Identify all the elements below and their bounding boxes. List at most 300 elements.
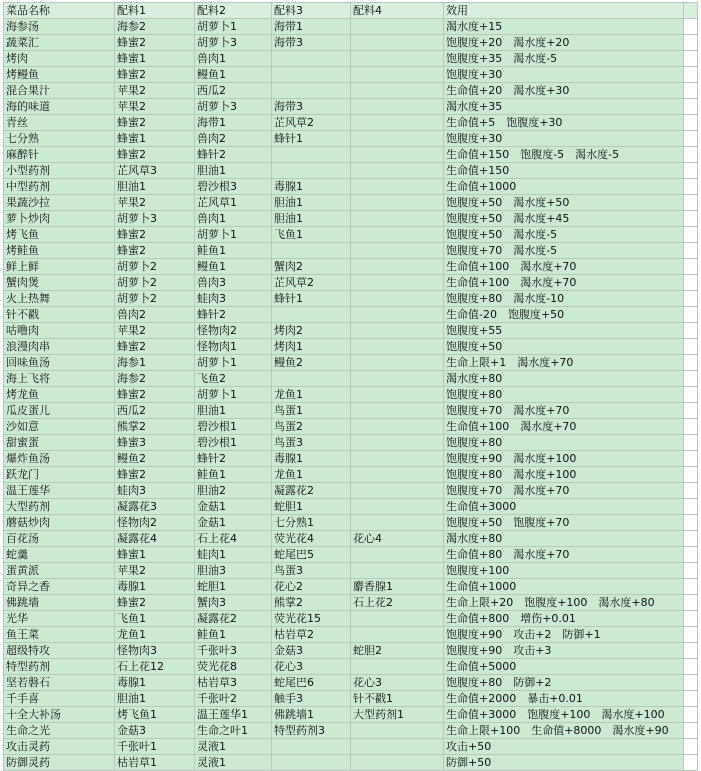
header-cell[interactable]: 配料2 bbox=[195, 3, 272, 19]
dish-name-cell[interactable]: 混合果汁 bbox=[4, 83, 115, 99]
ingredient-3-cell[interactable] bbox=[272, 371, 351, 387]
ingredient-3-cell[interactable]: 熊掌2 bbox=[272, 595, 351, 611]
ingredient-2-cell[interactable]: 生命之叶1 bbox=[195, 723, 272, 739]
ingredient-1-cell[interactable]: 蜂蜜2 bbox=[115, 67, 195, 83]
ingredient-1-cell[interactable]: 胡萝卜3 bbox=[115, 211, 195, 227]
effect-cell[interactable]: 渴水度+35 bbox=[444, 99, 684, 115]
dish-name-cell[interactable]: 七分熟 bbox=[4, 131, 115, 147]
effect-cell[interactable]: 生命上限+20 饱腹度+100 渴水度+80 bbox=[444, 595, 684, 611]
ingredient-4-cell[interactable]: 花心3 bbox=[351, 675, 444, 691]
ingredient-3-cell[interactable]: 鸟蛋2 bbox=[272, 419, 351, 435]
ingredient-2-cell[interactable]: 兽肉3 bbox=[195, 275, 272, 291]
dish-name-cell[interactable]: 十全大补汤 bbox=[4, 707, 115, 723]
dish-name-cell[interactable]: 爆炸鱼汤 bbox=[4, 451, 115, 467]
dish-name-cell[interactable]: 浪漫肉串 bbox=[4, 339, 115, 355]
ingredient-3-cell[interactable]: 毒腺1 bbox=[272, 451, 351, 467]
effect-cell[interactable]: 饱腹度+80 渴水度+100 bbox=[444, 467, 684, 483]
effect-cell[interactable]: 防御+50 bbox=[444, 755, 684, 771]
ingredient-4-cell[interactable] bbox=[351, 659, 444, 675]
ingredient-1-cell[interactable]: 胡萝卜2 bbox=[115, 275, 195, 291]
ingredient-4-cell[interactable] bbox=[351, 563, 444, 579]
ingredient-1-cell[interactable]: 胡萝卜2 bbox=[115, 291, 195, 307]
ingredient-1-cell[interactable]: 蜂蜜2 bbox=[115, 227, 195, 243]
effect-cell[interactable]: 生命值+80 渴水度+70 bbox=[444, 547, 684, 563]
effect-cell[interactable]: 饱腹度+70 渴水度+70 bbox=[444, 483, 684, 499]
table-row bbox=[4, 643, 698, 659]
ingredient-1-cell[interactable]: 毒腺1 bbox=[115, 579, 195, 595]
ingredient-4-cell[interactable] bbox=[351, 131, 444, 147]
spacer-cell bbox=[684, 99, 698, 115]
ingredient-2-cell[interactable]: 兽肉1 bbox=[195, 211, 272, 227]
dish-name-cell[interactable]: 烤龙鱼 bbox=[4, 387, 115, 403]
dish-name-cell[interactable]: 大型药剂 bbox=[4, 499, 115, 515]
header-cell[interactable]: 配料4 bbox=[351, 3, 444, 19]
ingredient-4-cell[interactable] bbox=[351, 147, 444, 163]
dish-name-cell[interactable]: 海参汤 bbox=[4, 19, 115, 35]
ingredient-2-cell[interactable]: 千张叶2 bbox=[195, 691, 272, 707]
ingredient-3-cell[interactable]: 蛇尾巴5 bbox=[272, 547, 351, 563]
ingredient-4-cell[interactable] bbox=[351, 355, 444, 371]
effect-cell[interactable]: 生命值+1000 bbox=[444, 179, 684, 195]
ingredient-4-cell[interactable] bbox=[351, 243, 444, 259]
ingredient-2-cell[interactable]: 温王莲华1 bbox=[195, 707, 272, 723]
ingredient-3-cell[interactable]: 鸟蛋3 bbox=[272, 435, 351, 451]
ingredient-2-cell[interactable]: 胡萝卜1 bbox=[195, 355, 272, 371]
effect-cell[interactable]: 饱腹度+90 攻击+3 bbox=[444, 643, 684, 659]
ingredient-3-cell[interactable]: 海带1 bbox=[272, 19, 351, 35]
dish-name-cell[interactable]: 千手喜 bbox=[4, 691, 115, 707]
effect-cell[interactable]: 生命值+3000 饱腹度+100 渴水度+100 bbox=[444, 707, 684, 723]
effect-cell[interactable]: 饱腹度+80 防御+2 bbox=[444, 675, 684, 691]
ingredient-2-cell[interactable]: 兽肉1 bbox=[195, 51, 272, 67]
ingredient-2-cell[interactable]: 蛇胆1 bbox=[195, 579, 272, 595]
ingredient-3-cell[interactable]: 胆油1 bbox=[272, 211, 351, 227]
ingredient-2-cell[interactable]: 鲑鱼1 bbox=[195, 627, 272, 643]
ingredient-2-cell[interactable]: 胆油2 bbox=[195, 483, 272, 499]
ingredient-1-cell[interactable]: 苹果2 bbox=[115, 323, 195, 339]
ingredient-1-cell[interactable]: 蜂蜜1 bbox=[115, 131, 195, 147]
ingredient-3-cell[interactable]: 毒腺1 bbox=[272, 179, 351, 195]
effect-cell[interactable]: 饱腹度+70 渴水度+70 bbox=[444, 403, 684, 419]
dish-name-cell[interactable]: 超级特攻 bbox=[4, 643, 115, 659]
ingredient-3-cell[interactable]: 飞鱼1 bbox=[272, 227, 351, 243]
effect-cell[interactable]: 饱腹度+55 bbox=[444, 323, 684, 339]
ingredient-3-cell[interactable]: 胆油1 bbox=[272, 195, 351, 211]
ingredient-1-cell[interactable]: 蜂蜜1 bbox=[115, 51, 195, 67]
dish-name-cell[interactable]: 中型药剂 bbox=[4, 179, 115, 195]
dish-name-cell[interactable]: 佛跳墙 bbox=[4, 595, 115, 611]
ingredient-4-cell[interactable] bbox=[351, 419, 444, 435]
ingredient-1-cell[interactable]: 海参2 bbox=[115, 19, 195, 35]
effect-cell[interactable]: 饱腹度+80 bbox=[444, 435, 684, 451]
dish-name-cell[interactable]: 蛇羹 bbox=[4, 547, 115, 563]
ingredient-3-cell[interactable]: 七分熟1 bbox=[272, 515, 351, 531]
effect-cell[interactable]: 饱腹度+70 渴水度-5 bbox=[444, 243, 684, 259]
ingredient-4-cell[interactable] bbox=[351, 371, 444, 387]
ingredient-3-cell[interactable]: 芷风草2 bbox=[272, 115, 351, 131]
effect-cell[interactable]: 生命值+3000 bbox=[444, 499, 684, 515]
dish-name-cell[interactable]: 生命之光 bbox=[4, 723, 115, 739]
ingredient-2-cell[interactable]: 胡萝卜1 bbox=[195, 387, 272, 403]
dish-name-cell[interactable]: 果蔬沙拉 bbox=[4, 195, 115, 211]
ingredient-1-cell[interactable]: 西瓜2 bbox=[115, 403, 195, 419]
effect-cell[interactable]: 饱腹度+20 渴水度+20 bbox=[444, 35, 684, 51]
spacer-cell bbox=[684, 467, 698, 483]
ingredient-3-cell[interactable]: 烤肉2 bbox=[272, 323, 351, 339]
ingredient-3-cell[interactable]: 金菇3 bbox=[272, 643, 351, 659]
ingredient-4-cell[interactable] bbox=[351, 403, 444, 419]
ingredient-4-cell[interactable]: 大型药剂1 bbox=[351, 707, 444, 723]
ingredient-3-cell[interactable] bbox=[272, 755, 351, 771]
effect-cell[interactable]: 生命值+20 渴水度+30 bbox=[444, 83, 684, 99]
ingredient-2-cell[interactable]: 胡萝卜1 bbox=[195, 19, 272, 35]
table-row bbox=[4, 195, 698, 211]
ingredient-2-cell[interactable]: 胆油1 bbox=[195, 403, 272, 419]
ingredient-2-cell[interactable]: 怪物肉2 bbox=[195, 323, 272, 339]
ingredient-2-cell[interactable]: 蛙肉3 bbox=[195, 291, 272, 307]
ingredient-2-cell[interactable]: 胆油1 bbox=[195, 163, 272, 179]
ingredient-3-cell[interactable]: 鸟蛋3 bbox=[272, 563, 351, 579]
ingredient-2-cell[interactable]: 碧沙根3 bbox=[195, 179, 272, 195]
ingredient-3-cell[interactable]: 蜂针1 bbox=[272, 291, 351, 307]
ingredient-3-cell[interactable]: 特型药剂3 bbox=[272, 723, 351, 739]
ingredient-2-cell[interactable]: 海带1 bbox=[195, 115, 272, 131]
ingredient-2-cell[interactable]: 金菇1 bbox=[195, 499, 272, 515]
dish-name-cell[interactable]: 甜蜜蛋 bbox=[4, 435, 115, 451]
table-row bbox=[4, 275, 698, 291]
dish-name-cell[interactable]: 瓜皮蛋儿 bbox=[4, 403, 115, 419]
ingredient-1-cell[interactable]: 胆油1 bbox=[115, 691, 195, 707]
dish-name-cell[interactable]: 烤飞鱼 bbox=[4, 227, 115, 243]
dish-name-cell[interactable]: 烤鳗鱼 bbox=[4, 67, 115, 83]
ingredient-4-cell[interactable] bbox=[351, 275, 444, 291]
dish-name-cell[interactable]: 海上飞将 bbox=[4, 371, 115, 387]
ingredient-3-cell[interactable]: 荧光花4 bbox=[272, 531, 351, 547]
ingredient-1-cell[interactable]: 烤飞鱼1 bbox=[115, 707, 195, 723]
ingredient-4-cell[interactable] bbox=[351, 51, 444, 67]
ingredient-1-cell[interactable]: 金菇3 bbox=[115, 723, 195, 739]
dish-name-cell[interactable]: 蔬菜汇 bbox=[4, 35, 115, 51]
table-row bbox=[4, 307, 698, 323]
ingredient-1-cell[interactable]: 海参1 bbox=[115, 355, 195, 371]
ingredient-4-cell[interactable]: 花心4 bbox=[351, 531, 444, 547]
ingredient-1-cell[interactable]: 胡萝卜2 bbox=[115, 259, 195, 275]
ingredient-2-cell[interactable]: 芷风草1 bbox=[195, 195, 272, 211]
ingredient-1-cell[interactable]: 凝露花4 bbox=[115, 531, 195, 547]
ingredient-3-cell[interactable] bbox=[272, 147, 351, 163]
ingredient-1-cell[interactable]: 兽肉2 bbox=[115, 307, 195, 323]
ingredient-4-cell[interactable] bbox=[351, 227, 444, 243]
ingredient-2-cell[interactable]: 胡萝卜3 bbox=[195, 99, 272, 115]
ingredient-3-cell[interactable]: 烤肉1 bbox=[272, 339, 351, 355]
ingredient-3-cell[interactable] bbox=[272, 243, 351, 259]
spacer-cell bbox=[684, 355, 698, 371]
ingredient-4-cell[interactable] bbox=[351, 547, 444, 563]
dish-name-cell[interactable]: 坚若磐石 bbox=[4, 675, 115, 691]
ingredient-4-cell[interactable] bbox=[351, 323, 444, 339]
ingredient-4-cell[interactable] bbox=[351, 723, 444, 739]
dish-name-cell[interactable]: 百花汤 bbox=[4, 531, 115, 547]
dish-name-cell[interactable]: 跃龙门 bbox=[4, 467, 115, 483]
ingredient-4-cell[interactable] bbox=[351, 739, 444, 755]
ingredient-4-cell[interactable] bbox=[351, 611, 444, 627]
ingredient-1-cell[interactable]: 蜂蜜2 bbox=[115, 35, 195, 51]
ingredient-2-cell[interactable]: 千张叶3 bbox=[195, 643, 272, 659]
ingredient-2-cell[interactable]: 蟹肉3 bbox=[195, 595, 272, 611]
ingredient-2-cell[interactable]: 碧沙根1 bbox=[195, 435, 272, 451]
dish-name-cell[interactable]: 回味鱼汤 bbox=[4, 355, 115, 371]
effect-cell[interactable]: 攻击+50 bbox=[444, 739, 684, 755]
ingredient-4-cell[interactable] bbox=[351, 387, 444, 403]
ingredient-4-cell[interactable] bbox=[351, 115, 444, 131]
effect-cell[interactable]: 饱腹度+90 渴水度+100 bbox=[444, 451, 684, 467]
effect-cell[interactable]: 生命值-20 饱腹度+50 bbox=[444, 307, 684, 323]
ingredient-1-cell[interactable]: 苹果2 bbox=[115, 563, 195, 579]
table-row bbox=[4, 739, 698, 755]
ingredient-3-cell[interactable]: 荧光花15 bbox=[272, 611, 351, 627]
ingredient-3-cell[interactable]: 花心2 bbox=[272, 579, 351, 595]
ingredient-2-cell[interactable]: 鲑鱼1 bbox=[195, 467, 272, 483]
ingredient-4-cell[interactable] bbox=[351, 211, 444, 227]
effect-cell[interactable]: 生命值+100 渴水度+70 bbox=[444, 259, 684, 275]
ingredient-3-cell[interactable] bbox=[272, 51, 351, 67]
spacer-cell bbox=[684, 659, 698, 675]
effect-cell[interactable]: 生命上限+100 生命值+8000 渴水度+90 bbox=[444, 723, 684, 739]
effect-cell[interactable]: 渴水度+80 bbox=[444, 371, 684, 387]
effect-cell[interactable]: 饱腹度+50 bbox=[444, 339, 684, 355]
header-cell[interactable]: 效用 bbox=[444, 3, 684, 19]
ingredient-3-cell[interactable]: 蛇胆1 bbox=[272, 499, 351, 515]
ingredient-4-cell[interactable] bbox=[351, 435, 444, 451]
ingredient-3-cell[interactable]: 龙鱼1 bbox=[272, 467, 351, 483]
ingredient-4-cell[interactable] bbox=[351, 627, 444, 643]
ingredient-4-cell[interactable] bbox=[351, 67, 444, 83]
ingredient-4-cell[interactable] bbox=[351, 499, 444, 515]
ingredient-3-cell[interactable] bbox=[272, 307, 351, 323]
ingredient-1-cell[interactable]: 凝露花3 bbox=[115, 499, 195, 515]
ingredient-1-cell[interactable]: 蜂蜜2 bbox=[115, 339, 195, 355]
ingredient-1-cell[interactable]: 胆油1 bbox=[115, 179, 195, 195]
ingredient-1-cell[interactable]: 苹果2 bbox=[115, 83, 195, 99]
ingredient-1-cell[interactable]: 毒腺1 bbox=[115, 675, 195, 691]
dish-name-cell[interactable]: 沙如意 bbox=[4, 419, 115, 435]
ingredient-4-cell[interactable] bbox=[351, 35, 444, 51]
ingredient-1-cell[interactable]: 鳗鱼2 bbox=[115, 451, 195, 467]
dish-name-cell[interactable]: 针不戳 bbox=[4, 307, 115, 323]
ingredient-1-cell[interactable]: 蜂蜜2 bbox=[115, 387, 195, 403]
header-cell[interactable]: 菜品名称 bbox=[4, 3, 115, 19]
ingredient-2-cell[interactable]: 荧光花8 bbox=[195, 659, 272, 675]
effect-cell[interactable]: 饱腹度+35 渴水度-5 bbox=[444, 51, 684, 67]
spacer-cell bbox=[684, 675, 698, 691]
ingredient-2-cell[interactable]: 胡萝卜1 bbox=[195, 227, 272, 243]
ingredient-2-cell[interactable]: 飞鱼2 bbox=[195, 371, 272, 387]
effect-cell[interactable]: 饱腹度+50 渴水度+45 bbox=[444, 211, 684, 227]
ingredient-2-cell[interactable]: 枯岩草3 bbox=[195, 675, 272, 691]
ingredient-3-cell[interactable]: 蟹肉2 bbox=[272, 259, 351, 275]
ingredient-4-cell[interactable] bbox=[351, 483, 444, 499]
effect-cell[interactable]: 饱腹度+50 渴水度+50 bbox=[444, 195, 684, 211]
ingredient-1-cell[interactable]: 蜂蜜3 bbox=[115, 435, 195, 451]
ingredient-4-cell[interactable]: 蛇胆2 bbox=[351, 643, 444, 659]
ingredient-2-cell[interactable]: 碧沙根1 bbox=[195, 419, 272, 435]
ingredient-4-cell[interactable] bbox=[351, 195, 444, 211]
ingredient-2-cell[interactable]: 鳗鱼1 bbox=[195, 67, 272, 83]
ingredient-4-cell[interactable] bbox=[351, 451, 444, 467]
dish-name-cell[interactable]: 蟹肉煲 bbox=[4, 275, 115, 291]
effect-cell[interactable]: 饱腹度+50 饱腹度+70 bbox=[444, 515, 684, 531]
ingredient-1-cell[interactable]: 海参2 bbox=[115, 371, 195, 387]
ingredient-1-cell[interactable]: 怪物肉3 bbox=[115, 643, 195, 659]
effect-cell[interactable]: 渴水度+15 bbox=[444, 19, 684, 35]
effect-cell[interactable]: 饱腹度+80 bbox=[444, 387, 684, 403]
ingredient-3-cell[interactable]: 海带3 bbox=[272, 35, 351, 51]
ingredient-2-cell[interactable]: 蜂针2 bbox=[195, 147, 272, 163]
effect-cell[interactable]: 生命值+100 渴水度+70 bbox=[444, 419, 684, 435]
ingredient-4-cell[interactable] bbox=[351, 19, 444, 35]
effect-cell[interactable]: 饱腹度+30 bbox=[444, 67, 684, 83]
dish-name-cell[interactable]: 烤鲑鱼 bbox=[4, 243, 115, 259]
ingredient-3-cell[interactable]: 鳗鱼2 bbox=[272, 355, 351, 371]
ingredient-4-cell[interactable] bbox=[351, 163, 444, 179]
ingredient-1-cell[interactable]: 蜂蜜2 bbox=[115, 115, 195, 131]
effect-cell[interactable]: 生命值+1000 bbox=[444, 579, 684, 595]
header-cell[interactable]: 配料3 bbox=[272, 3, 351, 19]
ingredient-2-cell[interactable]: 灵液1 bbox=[195, 755, 272, 771]
ingredient-3-cell[interactable]: 枯岩草2 bbox=[272, 627, 351, 643]
ingredient-2-cell[interactable]: 凝露花2 bbox=[195, 611, 272, 627]
ingredient-1-cell[interactable]: 龙鱼1 bbox=[115, 627, 195, 643]
effect-cell[interactable]: 饱腹度+30 bbox=[444, 131, 684, 147]
ingredient-2-cell[interactable]: 胆油3 bbox=[195, 563, 272, 579]
dish-name-cell[interactable]: 咕噜肉 bbox=[4, 323, 115, 339]
effect-cell[interactable]: 生命值+2000 暴击+0.01 bbox=[444, 691, 684, 707]
ingredient-3-cell[interactable] bbox=[272, 163, 351, 179]
dish-name-cell[interactable]: 特型药剂 bbox=[4, 659, 115, 675]
dish-name-cell[interactable]: 小型药剂 bbox=[4, 163, 115, 179]
dish-name-cell[interactable]: 防御灵药 bbox=[4, 755, 115, 771]
ingredient-4-cell[interactable] bbox=[351, 307, 444, 323]
ingredient-1-cell[interactable]: 怪物肉2 bbox=[115, 515, 195, 531]
dish-name-cell[interactable]: 攻击灵药 bbox=[4, 739, 115, 755]
dish-name-cell[interactable]: 青丝 bbox=[4, 115, 115, 131]
ingredient-4-cell[interactable] bbox=[351, 291, 444, 307]
ingredient-2-cell[interactable]: 蜂针2 bbox=[195, 307, 272, 323]
ingredient-4-cell[interactable] bbox=[351, 179, 444, 195]
ingredient-2-cell[interactable]: 鳗鱼1 bbox=[195, 259, 272, 275]
ingredient-2-cell[interactable]: 蜂针2 bbox=[195, 451, 272, 467]
effect-cell[interactable]: 渴水度+80 bbox=[444, 531, 684, 547]
effect-cell[interactable]: 生命值+150 饱腹度-5 渴水度-5 bbox=[444, 147, 684, 163]
ingredient-4-cell[interactable] bbox=[351, 467, 444, 483]
effect-cell[interactable]: 生命值+150 bbox=[444, 163, 684, 179]
ingredient-1-cell[interactable]: 蜂蜜2 bbox=[115, 243, 195, 259]
effect-cell[interactable]: 生命上限+1 渴水度+70 bbox=[444, 355, 684, 371]
dish-name-cell[interactable]: 烤肉 bbox=[4, 51, 115, 67]
ingredient-4-cell[interactable] bbox=[351, 755, 444, 771]
ingredient-1-cell[interactable]: 蜂蜜2 bbox=[115, 467, 195, 483]
ingredient-1-cell[interactable]: 枯岩草1 bbox=[115, 755, 195, 771]
dish-name-cell[interactable]: 蘑菇炒肉 bbox=[4, 515, 115, 531]
ingredient-3-cell[interactable] bbox=[272, 67, 351, 83]
ingredient-2-cell[interactable]: 西瓜2 bbox=[195, 83, 272, 99]
ingredient-2-cell[interactable]: 蛙肉1 bbox=[195, 547, 272, 563]
effect-cell[interactable]: 饱腹度+100 bbox=[444, 563, 684, 579]
ingredient-1-cell[interactable]: 苹果2 bbox=[115, 195, 195, 211]
ingredient-3-cell[interactable]: 海带3 bbox=[272, 99, 351, 115]
ingredient-3-cell[interactable] bbox=[272, 739, 351, 755]
dish-name-cell[interactable]: 温王莲华 bbox=[4, 483, 115, 499]
ingredient-3-cell[interactable]: 凝露花2 bbox=[272, 483, 351, 499]
effect-cell[interactable]: 饱腹度+90 攻击+2 防御+1 bbox=[444, 627, 684, 643]
effect-cell[interactable]: 生命值+800 增伤+0.01 bbox=[444, 611, 684, 627]
dish-name-cell[interactable]: 萝卜炒肉 bbox=[4, 211, 115, 227]
ingredient-1-cell[interactable]: 蛙肉3 bbox=[115, 483, 195, 499]
dish-name-cell[interactable]: 火上热舞 bbox=[4, 291, 115, 307]
ingredient-4-cell[interactable] bbox=[351, 83, 444, 99]
ingredient-1-cell[interactable]: 飞鱼1 bbox=[115, 611, 195, 627]
ingredient-1-cell[interactable]: 千张叶1 bbox=[115, 739, 195, 755]
effect-cell[interactable]: 生命值+5 饱腹度+30 bbox=[444, 115, 684, 131]
ingredient-1-cell[interactable]: 芷风草3 bbox=[115, 163, 195, 179]
dish-name-cell[interactable]: 麻醉针 bbox=[4, 147, 115, 163]
ingredient-3-cell[interactable]: 蜂针1 bbox=[272, 131, 351, 147]
effect-cell[interactable]: 饱腹度+80 渴水度-10 bbox=[444, 291, 684, 307]
ingredient-2-cell[interactable]: 怪物肉1 bbox=[195, 339, 272, 355]
ingredient-4-cell[interactable]: 石上花2 bbox=[351, 595, 444, 611]
dish-name-cell[interactable]: 奇异之香 bbox=[4, 579, 115, 595]
ingredient-3-cell[interactable]: 芷风草2 bbox=[272, 275, 351, 291]
ingredient-4-cell[interactable] bbox=[351, 515, 444, 531]
ingredient-2-cell[interactable]: 胡萝卜3 bbox=[195, 35, 272, 51]
table-row bbox=[4, 99, 698, 115]
ingredient-2-cell[interactable]: 兽肉2 bbox=[195, 131, 272, 147]
ingredient-3-cell[interactable]: 蛇尾巴6 bbox=[272, 675, 351, 691]
ingredient-1-cell[interactable]: 蜂蜜1 bbox=[115, 547, 195, 563]
ingredient-4-cell[interactable]: 麝香腺1 bbox=[351, 579, 444, 595]
ingredient-1-cell[interactable]: 苹果2 bbox=[115, 99, 195, 115]
dish-name-cell[interactable]: 光华 bbox=[4, 611, 115, 627]
ingredient-3-cell[interactable]: 触手3 bbox=[272, 691, 351, 707]
ingredient-1-cell[interactable]: 熊掌2 bbox=[115, 419, 195, 435]
header-cell[interactable]: 配料1 bbox=[115, 3, 195, 19]
effect-cell[interactable]: 生命值+100 渴水度+70 bbox=[444, 275, 684, 291]
ingredient-4-cell[interactable] bbox=[351, 99, 444, 115]
dish-name-cell[interactable]: 鲜上鲜 bbox=[4, 259, 115, 275]
ingredient-2-cell[interactable]: 石上花4 bbox=[195, 531, 272, 547]
ingredient-1-cell[interactable]: 蜂蜜2 bbox=[115, 595, 195, 611]
ingredient-4-cell[interactable] bbox=[351, 339, 444, 355]
effect-cell[interactable]: 饱腹度+50 渴水度-5 bbox=[444, 227, 684, 243]
ingredient-3-cell[interactable]: 龙鱼1 bbox=[272, 387, 351, 403]
ingredient-4-cell[interactable] bbox=[351, 259, 444, 275]
ingredient-3-cell[interactable]: 鸟蛋1 bbox=[272, 403, 351, 419]
spacer-cell bbox=[684, 35, 698, 51]
ingredient-3-cell[interactable]: 花心3 bbox=[272, 659, 351, 675]
ingredient-3-cell[interactable]: 佛跳墙1 bbox=[272, 707, 351, 723]
dish-name-cell[interactable]: 鱼王菜 bbox=[4, 627, 115, 643]
dish-name-cell[interactable]: 海的味道 bbox=[4, 99, 115, 115]
effect-cell[interactable]: 生命值+5000 bbox=[444, 659, 684, 675]
ingredient-3-cell[interactable] bbox=[272, 83, 351, 99]
ingredient-2-cell[interactable]: 鲑鱼1 bbox=[195, 243, 272, 259]
ingredient-2-cell[interactable]: 金菇1 bbox=[195, 515, 272, 531]
ingredient-1-cell[interactable]: 蜂蜜2 bbox=[115, 147, 195, 163]
dish-name-cell[interactable]: 蛋黄派 bbox=[4, 563, 115, 579]
ingredient-4-cell[interactable]: 针不戳1 bbox=[351, 691, 444, 707]
ingredient-2-cell[interactable]: 灵液1 bbox=[195, 739, 272, 755]
ingredient-1-cell[interactable]: 石上花12 bbox=[115, 659, 195, 675]
